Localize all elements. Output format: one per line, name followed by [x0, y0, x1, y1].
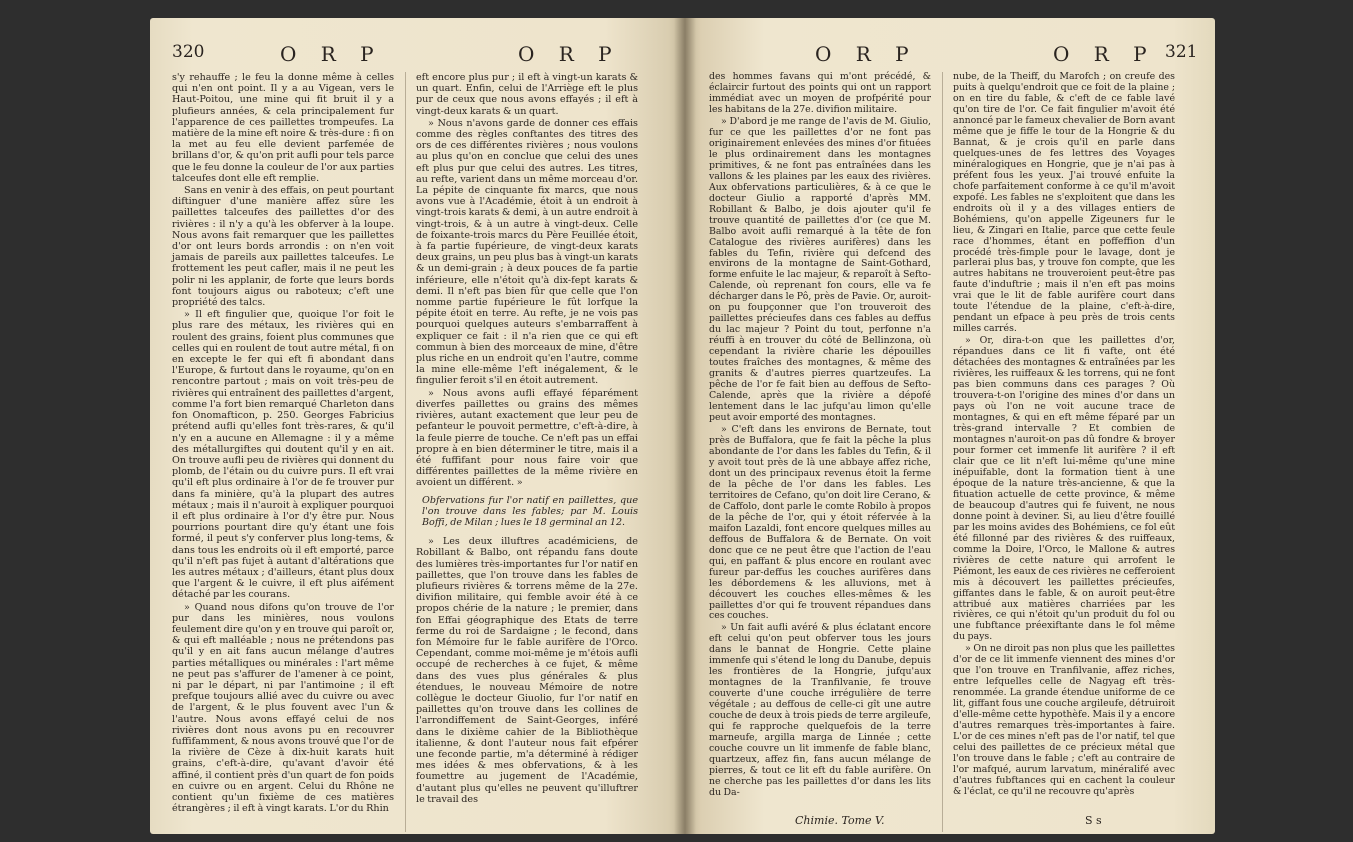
paragraph: » C'eft dans les environs de Bernate, tout près de Buffalora, que fe fait la pêche la plus abondante de l'or dans les fables du Tefin, & il y avoit tout près de là une abbaye affez riche, dont un des principaux revenus étoit la ferme de la pêche de l'or dans les fables. Les territoires de Cefano, qu'on doit lire Cerano, & de Caffolo, dont parle le comte Robilo à propos de la pêche de l'or, qui y étoit réfervée à la maifon Lazaldi, font encore quelques milles au deffous de Buffalora & de Bernate. On voit donc que ce ne peut être que l'action de l'eau qui, en paffant & plus encore en roulant avec fureur par-deffus les couches aurifères dans les débordemens & les alluvions, met à découvert les couches elles-mêmes & les paillettes d'or qui fe trouvent répandues dans ces couches. [709, 424, 931, 622]
paragraph: eft encore plus pur ; il eft à vingt-un karats & un quart. Enfin, celui de l'Arriège eft le plus pur de ceux que nous avons effayés ; il eft à vingt-deux karats & un quart. [416, 72, 638, 117]
right-page [685, 18, 1215, 834]
right-column-1 [709, 72, 931, 800]
paragraph: nube, de la Theiff, du Marofch ; on creufe des puits à quelqu'endroit que ce foit de la plaine ; on en tire du fable, & c'eft de ce fable lavé qu'on tire de l'or. Ce fait fingulier m'avoit été annoncé par le fameux chevalier de Born avant même que je fiffe le tour de la Hongrie & du Bannat, & je crois qu'il en parle dans quelques-unes de fes lettres des Voyages minéralogiques en Hongrie, que je n'ai pas à préfent fous les yeux. J'ai trouvé enfuite la chofe parfaitement conforme à ce qu'il m'avoit expofé. Les fables ne s'exploitent que dans les endroits où il y a des villages entiers de Bohémiens, qu'on appelle Zigeuners fur le lieu, & Zingari en Italie, parce que cette feule race d'hommes, étant en poffeffion d'un procédé très-fimple pour le lavage, dont je parlerai plus bas, y trouve fon compte, que les autres habitans ne trouveroient peut-être pas faute d'induftrie ; mais il n'en eft pas moins vrai que le lit de fable aurifère court dans toute l'étendue de la plaine, c'eft-à-dire, pendant un efpace à peu près de trois cents milles carrés. [953, 71, 1175, 335]
paragraph: » Or, dira-t-on que les paillettes d'or, répandues dans ce lit fi vafte, ont été détachées des montagnes & entraînées par les rivières, les ruiffeaux & les torrens, qui ne font pas bien communs dans ces parages ? Où trouvera-t-on l'origine des mines d'or dans un pays où l'on ne voit aucune trace de montagnes, & qui en eft même féparé par un très-grand intervalle ? Et combien de montagnes n'auroit-on pas dû fondre & broyer pour former cet immenfe lit aurifère ? il eft clair que ce lit n'eft lui-même qu'une mine inépuifable, dont la formation tient à une époque de la nature très-ancienne, & que la fituation actuelle de cette province, & même de beaucoup d'autres qui fe fuivent, ne nous donne point à deviner. Si, au lieu d'être fouillé par les moins avides des Bohémiens, ce fol eût été fillonné par des rivières & des ruiffeaux, comme la Doire, l'Orco, le Mallone & autres rivières de cette nature qui arrofent le Piémont, les eaux de ces rivières ne cefferoient mis à découvert les paillettes précieufes, giffantes dans le fable, & on auroit peut-être attribué aux matières charriées par les rivières, ce qui n'étoit qu'un produit du fol ou une fubftance préexiftante dans le fol même du pays. [953, 335, 1175, 643]
left-running-head [150, 42, 685, 68]
section-caption: Obfervations fur l'or natif en paillettes, que l'on trouve dans les fables; par M. Louis Boffi, de Milan ; lues le 18 germinal an 12. [422, 494, 638, 528]
paragraph: Sans en venir à des effais, on peut pourtant diftinguer d'une manière affez sûre les paillettes talceufes des paillettes d'or des rivières : il n'y a qu'à les obferver à la loupe. Nous avons fait remarquer que les paillettes d'or ont leurs bords arrondis : on n'en voit jamais de pareils aux paillettes talceufes. Le frottement les peut cafler, mais il ne peut les polir ni les applanir, de forte que leurs bords font toujours aigus ou raboteux; c'eft une propriété des talcs. [172, 185, 394, 309]
paragraph: » D'abord je me range de l'avis de M. Giulio, fur ce que les paillettes d'or ne font pas originairement enlevées des mines d'or fituées le plus ordinairement dans les montagnes primitives, & ne font pas entraînées dans les vallons & les plaines par les eaux des rivières. Aux obfervations particulières, & à ce que le docteur Giulio a rapporté d'après MM. Robillant & Balbo, je dois ajouter qu'il fe trouve quantité de paillettes d'or (ce que M. Balbo avoit aufli remarqué à la tête de fon Catalogue des rivières aurifères) dans les fables du Tefin, rivière qui defcend des environs de la montagne de Saint-Gothard, forme enfuite le lac majeur, & reparoît à Sefto-Calende, où reprenant fon cours, elle va fe décharger dans le Pô, près de Pavie. Or, auroit-on pu foupçonner que l'on trouveroit des paillettes précieufes dans ces fables au deffus du lac majeur ? Point du tout, perfonne n'a réuffi à en trouver du côté de Bellinzona, où cependant la rivière charie les dépouilles toutes fraîches des montagnes, & même des granits & d'autres pierres quartzeufes. La pêche de l'or fe fait bien au deffous de Sefto-Calende, après que la rivière a dépofé lentement dans le lac jufqu'au limon qu'elle peut avoir emporté des montagnes. [709, 115, 931, 424]
column-divider [405, 72, 406, 832]
left-column-1 [172, 72, 394, 815]
right-page-number: 321 [1165, 42, 1198, 62]
left-header-title-1: O R P [280, 42, 383, 66]
right-header-title-2: O R P [1053, 42, 1156, 66]
column-divider [942, 72, 943, 832]
left-page [150, 18, 685, 834]
paragraph: » Nous n'avons garde de donner ces effais comme des règles conftantes des titres des ors de ces différentes rivières ; nous voulons au plus qu'on en conclue que celui des unes eft plus pur que celui des autres. Les titres, au refte, varient dans un même morceau d'or. La pépite de cinquante fix marcs, que nous avons vue à l'Académie, étoit à un endroit à vingt-trois karats & demi, à un autre endroit à vingt-trois, & à un autre à vingt-deux. Celle de foixante-trois marcs du Père Feuillée étoit, à fa partie fupérieure, de vingt-deux karats deux grains, un peu plus bas à vingt-un karats & un demi-grain ; à deux pouces de fa partie inférieure, elle n'étoit qu'à dix-fept karats & demi. Il n'eft pas bien fûr que celle que l'on nomme partie fupérieure le fût lorfque la pépite étoit en terre. Au refte, je ne vois pas pourquoi quelques auteurs s'embarraffent à expliquer ce fait : il n'a rien que ce qui eft commun à bien des morceaux de mine, d'être plus riche en un endroit qu'en l'autre, comme la mine elle-même l'eft inégalement, & le fingulier feroit s'il en étoit autrement. [416, 117, 638, 387]
book-gutter [674, 18, 696, 834]
left-page-number: 320 [172, 42, 205, 62]
paragraph: » On ne diroit pas non plus que les paillettes d'or de ce lit immenfe viennent des mines d'or que l'on trouve en Tranfilvanie, affez riches, entre lefquelles celle de Nagyag eft très-renommée. La grande étendue uniforme de ce lit, giffant fous une couche argileufe, détruiroit d'elle-même cette hypothèfe. Mais il y a encore d'autres remarques très-importantes à faire. L'or de ces mines n'eft pas de l'or natif, tel que celui des paillettes de ce précieux métal que l'on trouve dans le fable ; c'eft au contraire de l'or mafqué, aurum larvatum, minéralifé avec d'autres fubftances qui en cachent la couleur & l'éclat, ce qu'il ne recouvre qu'après [953, 643, 1175, 797]
paragraph: » Il eft fingulier que, quoique l'or foit le plus rare des métaux, les rivières qui en roulent des grains, foient plus communes que celles qui en roulent de tout autre métal, fi on en excepte le fer qui eft fi abondant dans l'Europe, & furtout dans le royaume, qu'on en rencontre partout ; mais on voit très-peu de rivières qui entraînent des paillettes d'argent, comme l'a fort bien remarqué Charleton dans fon Onomafticon, p. 250. Georges Fabricius prétend aufli qu'elles font très-rares, & qu'il n'y en a aucune en Allemagne : il y a même des métallurgiftes qui doutent qu'il y en ait. On trouve aufli peu de rivières qui donnent du plomb, de l'étain ou du cuivre purs. Il eft vrai qu'il eft plus ordinaire à l'or de fe trouver pur dans fa minière, qu'à la plupart des autres métaux ; mais il n'auroit à expliquer pourquoi il eft plus ordinaire à l'or d'y être pur. Nous pourrions pourtant dire qu'y étant une fois formé, il peut s'y conferver plus long-tems, & dans tous les endroits où il eft emporté, parce qu'il n'eft pas fujet à autant d'altérations que les autres métaux ; d'ailleurs, étant plus doux que l'argent & le cuivre, il eft plus aifément détaché par les courans. [172, 309, 394, 601]
left-column-2 [416, 72, 638, 806]
left-header-title-2: O R P [518, 42, 621, 66]
paragraph: » Nous avons aufli effayé féparément diverfes paillettes ou grains des mêmes rivières, autant exactement que leur peu de pefanteur le pouvoit permettre, c'eft-à-dire, à la feule pierre de touche. Ce n'eft pas un effai propre à en bien déterminer le titre, mais il a été fuffifant pour nous faire voir que différentes paillettes de la même rivière en avoient un différent. » [416, 387, 638, 489]
paragraph: » Quand nous difons qu'on trouve de l'or pur dans les minières, nous voulons feulement dire qu'on y en trouve qui paroît or, & qui eft malléable ; nous ne prétendons pas qu'il y en ait fans aucun mélange d'autres parties métalliques ou minérales : l'art même ne peut pas s'affurer de l'amener à ce point, ni par le départ, ni par l'antimoine ; il eft prefque toujours allié avec du cuivre ou avec de l'argent, & le plus fouvent avec l'un & l'autre. Nous avons effayé celui de nos rivières dont nous avons pu en recouvrer fuffifamment, & nous avons trouvé que l'or de la rivière de Cèze à dix-huit karats huit grains, c'eft-à-dire, qu'avant d'avoir été affiné, il contient près d'un quart de fon poids en cuivre ou en argent. Celui du Rhône ne contient qu'un fixième de ces matières étrangères ; il eft à vingt karats. L'or du Rhin [172, 601, 394, 815]
right-header-title-1: O R P [815, 42, 918, 66]
right-running-head [685, 42, 1215, 68]
right-column-2 [953, 72, 1175, 799]
paragraph: » Les deux illuftres académiciens, de Robillant & Balbo, ont répandu fans doute des lumières très-importantes fur l'or natif en paillettes, que l'on trouve dans les fables de plufieurs rivières & torrens même de la 27e. divifion militaire, qui femble avoir été à ce propos chérie de la nature ; le premier, dans fon Effai géographique des Etats de terre ferme du roi de Sardaigne ; le fecond, dans fon Mémoire fur le fable aurifère de l'Orco. Cependant, comme moi-même je m'étois aufli occupé de recherches à ce fujet, & même dans des vues plus générales & plus étendues, le nouveau Mémoire de notre collègue le docteur Giuolio, fur l'or natif en paillettes qu'on trouve dans les collines de l'arrondiffement de Saint-Georges, inféré dans le dixième cahier de la Bibliothèque italienne, & dont l'auteur nous fait efpérer une feconde partie, m'a déterminé à rédiger mes idées & mes obfervations, & à les foumettre au jugement de l'Académie, d'autant plus qu'elles ne peuvent qu'illuftrer le travail des [416, 536, 638, 805]
paragraph: des hommes favans qui m'ont précédé, & éclaircir furtout des points qui ont un rapport immédiat avec un moyen de profpérité pour les habitans de la 27e. divifion militaire. [709, 71, 931, 115]
footer-volume-label: Chimie. Tome V. [795, 814, 885, 827]
paragraph: s'y rehauffe ; le feu la donne même à celles qui n'en ont point. Il y a au Vigean, vers le Haut-Poitou, une mine qui fit bruit il y a plufieurs années, & cela principalement fur l'apparence de ces paillettes trompeufes. La matière de la mine eft noire & très-dure : fi on la met au feu elle devient parfemée de brillans d'or, & qu'on prit aufli pour tels parce que le feu donne la couleur de l'or aux parties talceufes dont elle eft remplie. [172, 72, 394, 184]
paragraph: » Un fait aufli avéré & plus éclatant encore eft celui qu'on peut obferver tous les jours dans le bannat de Hongrie. Cette plaine immenfe qui s'étend le long du Danube, depuis les frontières de la Hongrie, jufqu'aux montagnes de la Tranfilvanie, fe trouve couverte d'une couche irrégulière de terre végétale ; au deffous de celle-ci gît une autre couche de deux à trois pieds de terre argileufe, qui fe rapproche quelquefois de la terre marneufe, argilla marga de Linnée ; cette couche couvre un lit immenfe de fable blanc, quartzeux, affez fin, fans aucun mélange de pierres, & tout ce lit eft du fable aurifère. On ne cherche pas les paillettes d'or dans les lits du Da- [709, 622, 931, 798]
footer-signature-mark: S s [1085, 814, 1102, 827]
